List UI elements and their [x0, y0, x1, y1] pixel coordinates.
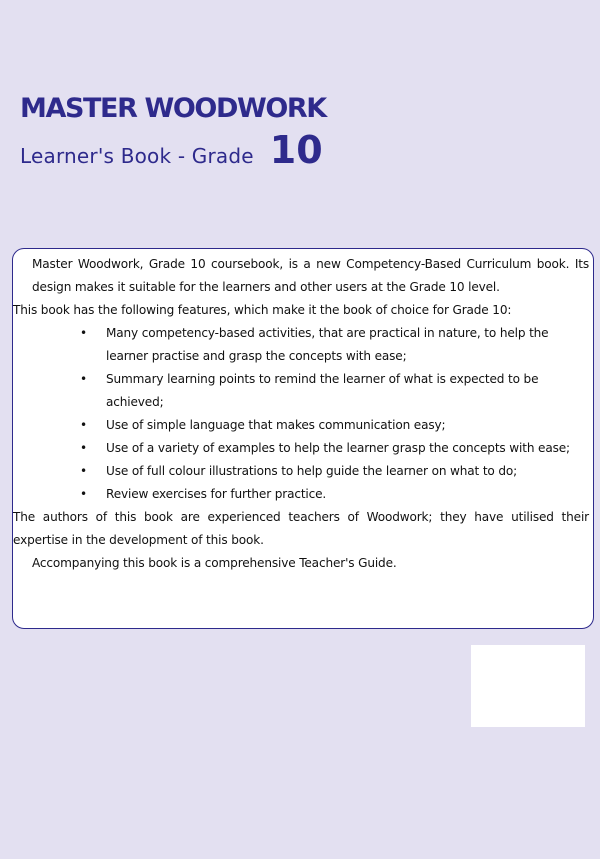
list-item [32, 368, 589, 414]
blurb-closing-paragraph: Accompanying this book is a comprehensive Teacher's Guide. [32, 556, 397, 570]
feature-text: Review exercises for further practice. [106, 487, 327, 501]
grade-number: 10 [269, 128, 323, 172]
blurb-features-lead: This book has the following features, which make it the book of choice for Grade 10: [13, 303, 512, 317]
feature-text: Use of full colour illustrations to help guide the learner on what to do; [106, 464, 518, 478]
bullet-icon: • [80, 441, 87, 455]
blurb-authors-paragraph: The authors of this book are experienced teachers of Woodwork; they have utilised their expertise in the development of this book. [13, 510, 589, 547]
bullet-icon: • [80, 464, 87, 478]
bullet-icon: • [80, 326, 87, 340]
bullet-icon: • [80, 372, 87, 386]
bullet-icon: • [80, 418, 87, 432]
feature-text: Summary learning points to remind the learner of what is expected to be achieved; [106, 372, 539, 409]
book-subtitle [20, 128, 323, 178]
book-title: MASTER WOODWORK [20, 93, 326, 124]
blurb-intro-text: Master Woodwork, Grade 10 coursebook, is a new Competency-Based Curriculum book. Its design makes it suitable for the learners and other users at the Grade 10 level. [32, 257, 589, 294]
subtitle-text: Learner's Book - Grade [20, 144, 254, 168]
feature-text: Use of simple language that makes communication easy; [106, 418, 446, 432]
list-item [32, 322, 589, 368]
back-cover-blurb [12, 248, 594, 629]
list-item [32, 437, 589, 460]
list-item [32, 460, 589, 483]
list-item [32, 414, 589, 437]
blurb-intro-paragraph [32, 253, 589, 299]
features-list [32, 322, 589, 506]
feature-text: Use of a variety of examples to help the learner grasp the concepts with ease; [106, 441, 570, 455]
barcode-placeholder [471, 645, 585, 727]
bullet-icon: • [80, 487, 87, 501]
list-item [32, 483, 589, 506]
feature-text: Many competency-based activities, that are practical in nature, to help the learner practise and grasp the concepts with ease; [106, 326, 549, 363]
